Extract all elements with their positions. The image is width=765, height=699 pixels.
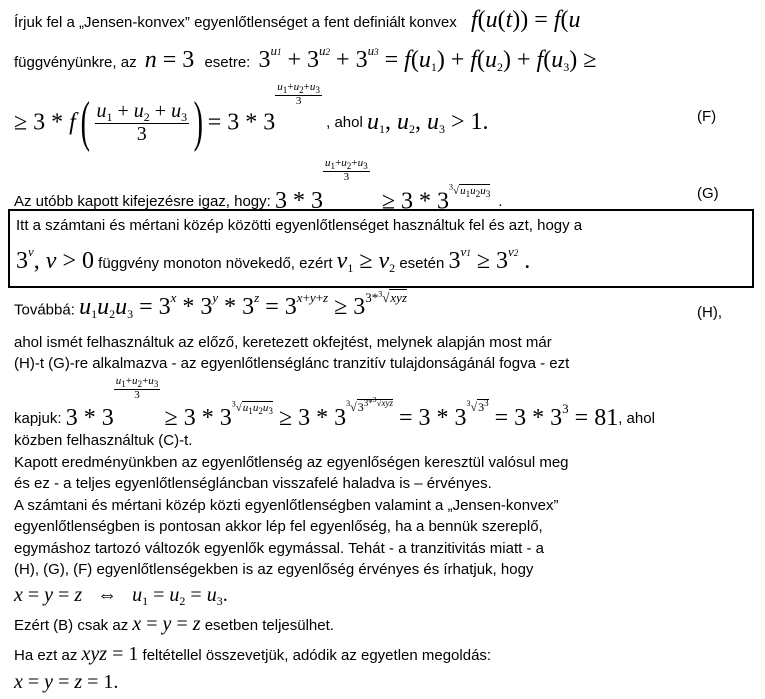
- formula-v1-v2: $v_1 \ge v_2$: [336, 248, 396, 275]
- label-G: (G): [697, 185, 719, 202]
- box-line-2: [16, 245, 530, 274]
- formula-xyz-1: xyz = 1: [81, 643, 139, 665]
- line-5: [14, 291, 407, 320]
- formula-part: (: [497, 7, 506, 33]
- line-14: egymáshoz tartozó változók egyenlők egymással. Tehát - a tranzitivitás miatt - a: [14, 540, 544, 557]
- formula-3v1-3v2: $3^{v1} \ge 3^{v2}$ .: [448, 244, 531, 274]
- line-12: A számtani és mértani közép közti egyenlőtlenségben valamint a „Jensen-konvex”: [14, 497, 559, 514]
- formula-exponent: $\frac{u_1+u_2+u_3}{3}$: [277, 81, 320, 108]
- formula-f-u-t: f: [470, 7, 478, 33]
- formula-chain: ≥ $3 * 3^{^3√u_1u_2u_3} \ge 3 * 3^{^3√3^{3*^3√xyz}} = 3 * 3^{^3√3^3} = 3 * 3^3 = 81$: [164, 394, 619, 431]
- line-1-text: Írjuk fel a „Jensen-konvex” egyenlőtlenséget a fent definiált konvex: [14, 14, 457, 31]
- formula-part: u: [568, 7, 581, 33]
- formula-part: (: [477, 7, 486, 33]
- line-2: [14, 44, 596, 73]
- formula-part: ): [193, 91, 204, 154]
- formula-f-mean: ≥ 3 * f: [14, 109, 76, 136]
- label-H: (H),: [697, 304, 722, 321]
- formula-part: u: [485, 7, 498, 33]
- line-8-tail: , ahol: [618, 409, 655, 427]
- line-17-text-b: esetben teljesülhet.: [204, 617, 334, 634]
- line-8: [14, 375, 655, 431]
- line-17: [14, 614, 334, 634]
- line-3-text: , ahol: [326, 113, 363, 131]
- line-18: [14, 644, 491, 664]
- box-text-a: függvény monoton növekedő, ezért: [98, 255, 333, 272]
- line-6: ahol ismét felhasználtuk az előző, keretezett okfejtést, melynek alapján most már: [14, 334, 552, 351]
- result-value: 81: [594, 404, 619, 431]
- line-2-text-b: esetre:: [204, 54, 251, 71]
- line-16-formula: x = y = z ⇔ $u_1 = u_2 = u_3$.: [14, 584, 228, 608]
- formula-part: )) =: [512, 7, 554, 33]
- formula-h: $u_1u_2u_3 = 3^x * 3^y * 3^z = 3^{x+y+z} \ge 3^{3*^3√xyz}$: [79, 290, 408, 322]
- box-line-1: Itt a számtani és mértani közép közötti egyenlőtlenséget használtuk fel és azt, hogy a: [16, 217, 583, 234]
- formula-n: n: [144, 47, 157, 73]
- formula-g-left: 3 * 3: [275, 188, 323, 215]
- formula-part: (: [80, 91, 90, 154]
- formula-exponent: $\frac{u_1+u_2+u_3}{3}$: [325, 157, 368, 184]
- line-2-text-a: függvényünkre, az: [14, 54, 137, 71]
- formula-part: = 3: [156, 47, 195, 73]
- line-17-text-a: Ezért (B) csak az: [14, 617, 129, 634]
- line-18-text-a: Ha ezt az: [14, 647, 78, 664]
- line-7: (H)-t (G)-re alkalmazva - az egyenlőtlenséglánc tranzitív tulajdonságánál fogva - ezt: [14, 355, 570, 372]
- line-4-text: Az utóbb kapott kifejezésre igaz, hogy:: [14, 193, 271, 211]
- line-9: közben felhasználtuk (C)-t.: [14, 432, 193, 449]
- line-1: [14, 8, 580, 32]
- box-text-b: esetén: [399, 255, 445, 272]
- label-F: (F): [697, 108, 717, 125]
- formula-g-right: ≥ $3 * 3^{^3√u_1u_2u_3}$: [381, 182, 491, 215]
- line-19-formula: x = y = z = 1.: [14, 671, 119, 693]
- formula-part: (: [560, 7, 569, 33]
- formula-part: = 3 * 3: [207, 109, 276, 136]
- line-15: (H), (G), (F) egyenlőtlenségekben is az egyenlőség érvényes és írhatjuk, hogy: [14, 561, 534, 578]
- formula-sum-exp: $3^{u1} + 3^{u2} + 3^{u3} = f(u_1) + f(u_2) + f(u_3)$ ≥: [258, 43, 597, 74]
- line-10: Kapott eredményünkben az egyenlőtlenség az egyenlőségen keresztül valósul meg: [14, 454, 569, 471]
- formula-part: 3 * 3: [65, 404, 114, 431]
- line-11: és ez - a teljes egyenlőtlenségláncban visszafelé haladva is – érvényes.: [14, 475, 492, 492]
- formula-part: t: [505, 7, 513, 33]
- line-18-text-b: feltétellel összevetjük, adódik az egyetlen megoldás:: [142, 647, 492, 664]
- formula-3-v: 3$^v$, v > 0: [16, 244, 94, 274]
- line-13: egyenlőtlenségben is pontosan akkor lép fel egyenlőség, ha a bennük szereplő,: [14, 518, 543, 535]
- line-4: [14, 157, 503, 215]
- formula-part: .: [498, 194, 503, 211]
- formula-exponent: $\frac{u_1+u_2+u_3}{3}$: [115, 375, 159, 402]
- line-3: [14, 82, 489, 152]
- formula-fraction: $\frac{u_1 + u_2 + u_3}{3}$: [96, 99, 188, 145]
- formula-condition: $u_1$, $u_2$, $u_3 > 1$.: [366, 108, 489, 136]
- formula-part: f: [553, 7, 561, 33]
- formula-xyz-eq: x = y = z: [132, 613, 201, 635]
- line-8-text: kapjuk:: [14, 409, 62, 427]
- line-5-text: Továbbá:: [14, 301, 75, 319]
